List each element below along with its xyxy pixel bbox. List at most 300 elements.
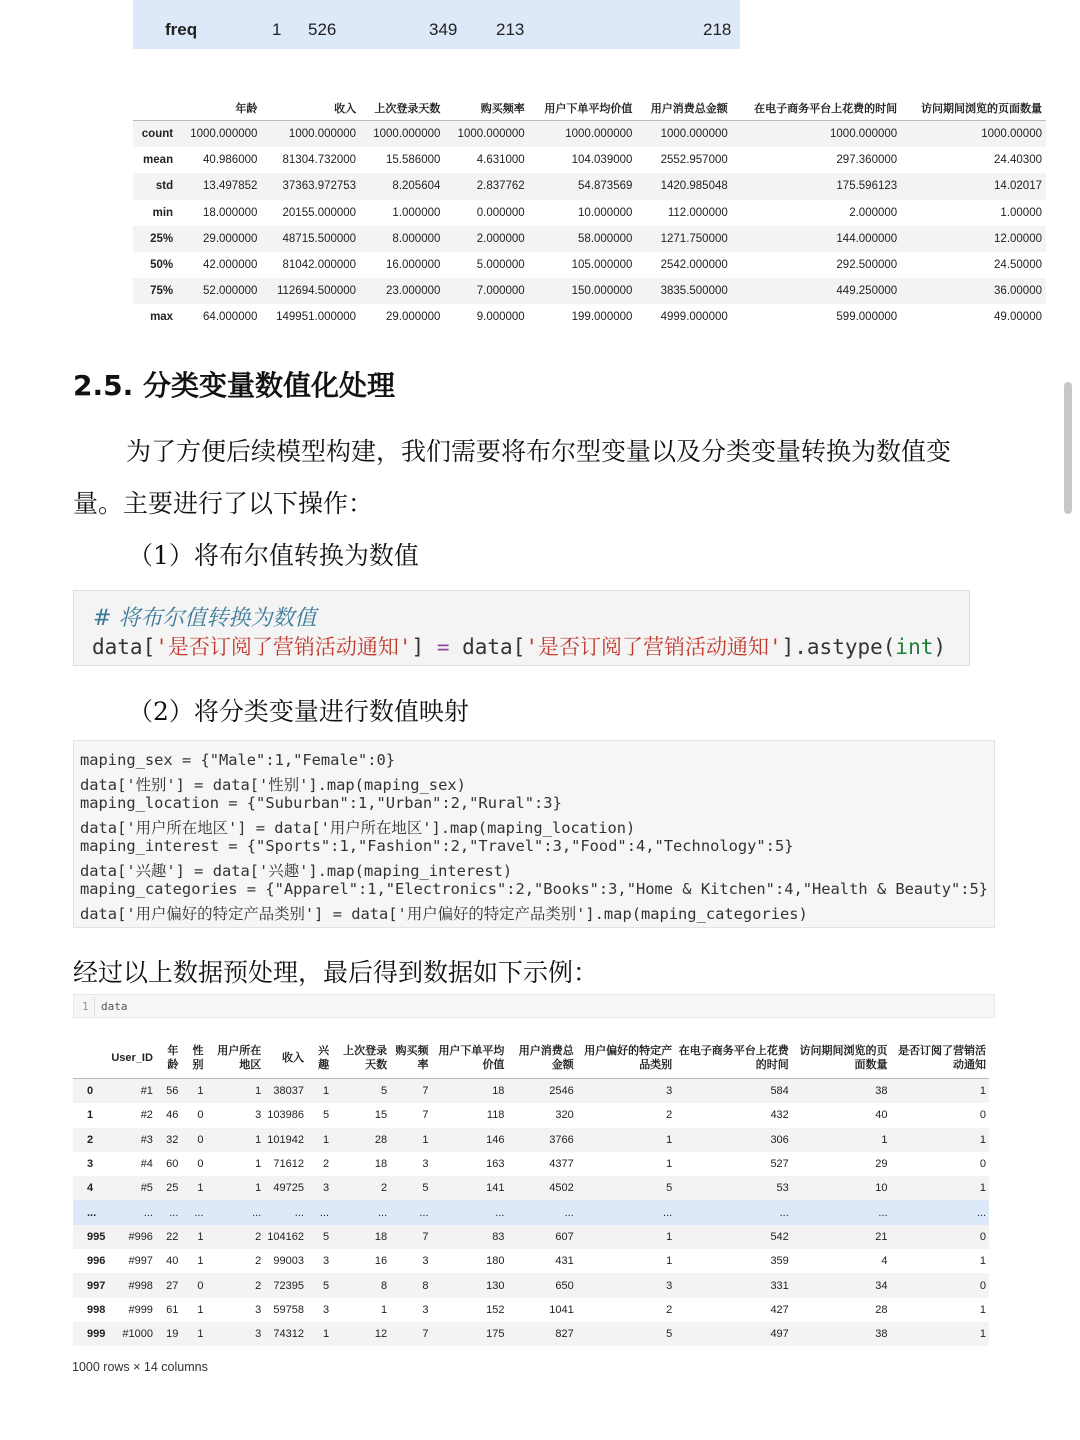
table-cell: 1000.000000 (457, 128, 525, 141)
table-cell: 599.000000 (836, 311, 898, 324)
code-line: data['用户偏好的特定产品类别'] = data['用户偏好的特定产品类别'].map(maping_categories) (80, 904, 808, 923)
table-cell: 22 (166, 1230, 179, 1243)
table-cell: 149951.000000 (276, 311, 357, 324)
freq-value: 349 (429, 20, 458, 39)
table-cell: 12 (374, 1328, 388, 1341)
row-index: 999 (87, 1328, 106, 1341)
table-cell: 146 (486, 1133, 505, 1146)
table-cell: 449.250000 (836, 285, 898, 298)
step-2-text: （2）将分类变量进行数值映射 (128, 697, 469, 726)
table-cell: 4999.000000 (660, 311, 728, 324)
table-cell: 56 (166, 1085, 179, 1098)
table-cell: 81042.000000 (282, 259, 357, 272)
table-cell: 53 (776, 1182, 789, 1195)
column-header: 用户下单平均价值 (432, 1038, 508, 1079)
row-index: 2 (87, 1133, 94, 1146)
table-cell: 59758 (273, 1303, 304, 1316)
table-cell: 1000.000000 (373, 128, 441, 141)
table-cell: 2.000000 (849, 206, 898, 219)
column-header: 用户所在地区 (207, 1038, 265, 1079)
table-cell: 8 (422, 1279, 429, 1292)
table-row (73, 1225, 989, 1249)
table-cell: 7 (422, 1085, 429, 1098)
column-header: 在电子商务平台上花费的时间 (732, 96, 901, 121)
table-cell: 2 (255, 1230, 262, 1243)
table-cell: 37363.972753 (282, 180, 357, 193)
table-cell: 1000.000000 (190, 128, 258, 141)
table-cell: 306 (770, 1133, 789, 1146)
column-header: 性别 (181, 1038, 206, 1079)
table-cell: 29.000000 (203, 232, 258, 245)
table-cell: 58.000000 (578, 232, 633, 245)
table-cell: 0 (979, 1230, 986, 1243)
table-cell: 18 (374, 1230, 388, 1243)
table-cell: 34 (875, 1279, 888, 1292)
table-cell: #996 (128, 1230, 153, 1243)
table-cell: 163 (486, 1158, 505, 1171)
table-cell: 15.586000 (386, 154, 441, 167)
table-cell: 432 (770, 1109, 789, 1122)
table-cell: 24.40300 (994, 154, 1042, 167)
table-cell: 25 (166, 1182, 179, 1195)
table-cell: 5 (322, 1109, 330, 1122)
code-line: data['用户所在地区'] = data['用户所在地区'].map(maping_location) (80, 818, 636, 837)
table-cell: 38 (875, 1085, 888, 1098)
row-index: 995 (87, 1230, 106, 1243)
table-cell: 8.000000 (392, 232, 441, 245)
table-cell: 1 (255, 1158, 262, 1171)
describe-table (133, 96, 1046, 331)
table-cell: #3 (140, 1133, 153, 1146)
table-cell: 18 (492, 1085, 505, 1098)
table-row (73, 1128, 989, 1152)
table-cell: ... (976, 1206, 986, 1219)
row-label: 50% (150, 259, 174, 272)
row-index: 998 (87, 1303, 106, 1316)
table-cell: 1000.000000 (830, 128, 898, 141)
table-cell: 5 (422, 1182, 429, 1195)
table-cell: 14.02017 (994, 180, 1042, 193)
table-cell: ... (663, 1206, 673, 1219)
table-cell: 27 (166, 1279, 179, 1292)
table-cell: 1 (979, 1303, 986, 1316)
table-cell: ... (878, 1206, 888, 1219)
table-cell: 1041 (549, 1303, 574, 1316)
table-cell: 0 (197, 1158, 204, 1171)
table-cell: 1000.000000 (565, 128, 633, 141)
table-cell: 1420.985048 (660, 180, 728, 193)
table-cell: #2 (140, 1109, 153, 1122)
table-row (133, 278, 1046, 304)
table-row (73, 1249, 989, 1273)
row-index: 3 (87, 1158, 94, 1171)
input-code: data (101, 1000, 128, 1013)
table-cell: 48715.500000 (282, 232, 357, 245)
row-index: 0 (87, 1085, 94, 1098)
table-cell: 83 (492, 1230, 505, 1243)
table-cell: 0 (979, 1109, 986, 1122)
table-cell: 36.00000 (994, 285, 1042, 298)
freq-value: 1 (272, 20, 282, 39)
table-cell: 81304.732000 (282, 154, 357, 167)
column-header: 年龄 (177, 96, 261, 121)
code-line: data['是否订阅了营销活动通知'] = data['是否订阅了营销活动通知'].astype(int) (92, 635, 947, 659)
table-cell: 827 (555, 1328, 574, 1341)
code-line: maping_sex = {"Male":1,"Female":0} (80, 751, 396, 769)
table-cell: 1 (197, 1328, 204, 1341)
row-index: 997 (87, 1279, 106, 1292)
table-cell: 7 (422, 1109, 429, 1122)
table-footnote: 1000 rows × 14 columns (72, 1360, 208, 1374)
table-cell: 141 (486, 1182, 505, 1195)
table-cell: 1 (666, 1255, 673, 1268)
table-cell: 2 (255, 1255, 262, 1268)
vertical-scrollbar[interactable] (1064, 382, 1072, 514)
table-cell: #998 (128, 1279, 153, 1292)
table-cell: ... (419, 1206, 429, 1219)
table-cell: #4 (140, 1158, 153, 1171)
table-cell: 1 (322, 1085, 330, 1098)
freq-value: 526 (308, 20, 337, 39)
table-cell: 0 (197, 1279, 204, 1292)
table-cell: 150.000000 (571, 285, 633, 298)
table-row (133, 252, 1046, 278)
table-cell: 5 (666, 1182, 673, 1195)
table-row (73, 1176, 989, 1200)
table-cell: 144.000000 (836, 232, 898, 245)
table-cell: 4377 (549, 1158, 574, 1171)
table-cell: 297.360000 (836, 154, 898, 167)
table-cell: 19 (166, 1328, 179, 1341)
column-header: 购买频率 (444, 96, 528, 121)
table-cell: ... (294, 1206, 304, 1219)
table-cell: 103986 (267, 1109, 304, 1122)
table-cell: 13.497852 (203, 180, 258, 193)
row-label: max (150, 311, 174, 324)
row-label: min (152, 206, 174, 219)
table-cell: ... (194, 1206, 204, 1219)
table-cell: 9.000000 (476, 311, 525, 324)
table-cell: 607 (555, 1230, 574, 1243)
freq-row (133, 0, 740, 49)
column-header: 用户消费总金额 (636, 96, 731, 121)
row-label: 75% (150, 285, 174, 298)
table-cell: 3 (422, 1158, 429, 1171)
result-text: 经过以上数据预处理，最后得到数据如下示例： (73, 958, 599, 987)
table-cell: 118 (486, 1109, 505, 1122)
column-header: 购买频率 (390, 1038, 431, 1079)
gutter-divider (94, 997, 95, 1015)
table-cell: 3 (666, 1085, 673, 1098)
table-cell: 1 (255, 1182, 262, 1195)
paragraph-line-1: 为了方便后续模型构建，我们需要将布尔型变量以及分类变量转换为数值变 (126, 437, 952, 466)
code-block-mapping (73, 740, 995, 928)
table-row (73, 1103, 989, 1127)
table-row (133, 147, 1046, 173)
table-cell: 1000.000000 (288, 128, 357, 141)
table-cell: 40.986000 (203, 154, 258, 167)
table-cell: 1 (197, 1303, 204, 1316)
table-cell: 32 (166, 1133, 179, 1146)
table-row (73, 1152, 989, 1176)
table-cell: 101942 (267, 1133, 304, 1146)
table-cell: 5.000000 (476, 259, 525, 272)
table-cell: 7 (422, 1230, 429, 1243)
table-cell: 28 (374, 1133, 388, 1146)
table-cell: 180 (486, 1255, 505, 1268)
table-cell: #999 (128, 1303, 153, 1316)
table-cell: 112694.500000 (276, 285, 357, 298)
table-cell: 1 (322, 1328, 330, 1341)
table-cell: 104162 (267, 1230, 304, 1243)
table-cell: 175 (486, 1328, 505, 1341)
table-cell: 527 (770, 1158, 789, 1171)
table-cell: 0 (979, 1158, 986, 1171)
table-cell: 2.000000 (476, 232, 525, 245)
table-cell: 5 (666, 1328, 673, 1341)
table-cell: 1 (666, 1133, 673, 1146)
table-row (73, 1298, 989, 1322)
column-header: User_ID (108, 1038, 156, 1079)
table-cell: 1000.000000 (660, 128, 728, 141)
freq-value: 213 (496, 20, 525, 39)
table-cell: 29 (875, 1158, 888, 1171)
line-number: 1 (82, 1000, 89, 1013)
column-header: 上次登录天数 (360, 96, 444, 121)
table-cell: 3 (322, 1182, 330, 1195)
table-cell: #5 (140, 1182, 153, 1195)
table-cell: 10 (875, 1182, 888, 1195)
table-cell: 152 (486, 1303, 505, 1316)
table-cell: 3 (322, 1303, 330, 1316)
table-cell: 104.039000 (571, 154, 633, 167)
table-cell: 542 (770, 1230, 789, 1243)
table-cell: 4 (881, 1255, 888, 1268)
step-1-text: （1）将布尔值转换为数值 (128, 541, 419, 570)
table-cell: 1 (979, 1085, 986, 1098)
table-cell: ... (495, 1206, 505, 1219)
table-cell: 46 (166, 1109, 179, 1122)
table-cell: 0 (979, 1279, 986, 1292)
row-index: ... (87, 1206, 97, 1219)
table-cell: 49.00000 (994, 311, 1042, 324)
table-cell: 2 (666, 1303, 673, 1316)
column-header (133, 96, 177, 121)
table-cell: 1 (381, 1303, 388, 1316)
table-cell: 1.00000 (1000, 206, 1042, 219)
table-cell: 431 (555, 1255, 574, 1268)
table-cell: 60 (166, 1158, 179, 1171)
table-cell: 8 (381, 1279, 388, 1292)
table-row (73, 1273, 989, 1297)
table-cell: 74312 (273, 1328, 304, 1341)
freq-value: 218 (703, 20, 732, 39)
table-cell: 0 (197, 1133, 204, 1146)
row-index: 1 (87, 1109, 94, 1122)
table-cell: 2542.000000 (660, 259, 728, 272)
table-cell: ... (143, 1206, 153, 1219)
table-cell: 54.873569 (578, 180, 633, 193)
table-cell: 199.000000 (571, 311, 633, 324)
table-cell: ... (319, 1206, 330, 1219)
row-index: 996 (87, 1255, 106, 1268)
paragraph-line-2: 量。主要进行了以下操作： (73, 489, 374, 518)
table-cell: 3 (322, 1255, 330, 1268)
column-header: 年龄 (156, 1038, 181, 1079)
table-cell: 1 (881, 1133, 888, 1146)
column-header: 用户偏好的特定产品类别 (577, 1038, 675, 1079)
table-row (133, 226, 1046, 252)
table-cell: 20155.000000 (282, 206, 357, 219)
table-cell: 38037 (273, 1085, 304, 1098)
table-cell: 1.000000 (392, 206, 441, 219)
table-cell: 49725 (273, 1182, 304, 1195)
table-cell: 3 (255, 1109, 262, 1122)
column-header: 是否订阅了营销活动通知 (891, 1038, 989, 1079)
table-cell: 1 (666, 1230, 673, 1243)
table-cell: 427 (770, 1303, 789, 1316)
table-cell: 15 (374, 1109, 388, 1122)
table-cell: 1 (422, 1133, 429, 1146)
table-cell: 2 (255, 1279, 262, 1292)
table-row (73, 1322, 989, 1346)
table-cell: 52.000000 (203, 285, 258, 298)
table-cell: 3835.500000 (660, 285, 728, 298)
row-label: 25% (150, 232, 174, 245)
code-line: data['性别'] = data['性别'].map(maping_sex) (80, 775, 466, 794)
code-line: data['兴趣'] = data['兴趣'].map(maping_interest) (80, 861, 513, 880)
row-label: count (141, 128, 174, 141)
table-row (133, 200, 1046, 226)
table-cell: 320 (555, 1109, 574, 1122)
column-header (73, 1038, 108, 1079)
table-cell: 21 (875, 1230, 888, 1243)
column-header: 收入 (261, 96, 360, 121)
table-cell: 1 (979, 1182, 986, 1195)
table-cell: 5 (322, 1230, 330, 1243)
table-cell: 3 (422, 1255, 429, 1268)
table-cell: 16 (374, 1255, 388, 1268)
table-cell: 8.205604 (392, 180, 441, 193)
column-header: 上次登录天数 (332, 1038, 390, 1079)
table-cell: ... (564, 1206, 574, 1219)
table-cell: ... (779, 1206, 789, 1219)
table-cell: 0.000000 (476, 206, 525, 219)
table-cell: 72395 (273, 1279, 304, 1292)
table-cell: 1 (979, 1133, 986, 1146)
table-cell: 2 (666, 1109, 673, 1122)
table-cell: 38 (875, 1328, 888, 1341)
table-cell: 584 (770, 1085, 789, 1098)
code-line: maping_categories = {"Apparel":1,"Electronics":2,"Books":3,"Home & Kitchen":4,"Health & Beauty":5} (80, 880, 989, 898)
table-cell: #1000 (122, 1328, 153, 1341)
row-index: 4 (87, 1182, 94, 1195)
table-cell: 40 (875, 1109, 888, 1122)
table-cell: 18.000000 (203, 206, 258, 219)
freq-label: freq (165, 20, 198, 39)
table-cell: 24.50000 (994, 259, 1042, 272)
table-row (73, 1079, 989, 1104)
code-line: maping_location = {"Suburban":1,"Urban":2,"Rural":3} (80, 794, 562, 812)
table-cell: 1 (255, 1085, 262, 1098)
table-cell: 1 (322, 1133, 330, 1146)
table-cell: 2546 (549, 1085, 574, 1098)
table-cell: 2 (381, 1182, 388, 1195)
table-cell: 3766 (549, 1133, 574, 1146)
column-header: 用户消费总金额 (507, 1038, 576, 1079)
table-cell: 1 (197, 1230, 204, 1243)
table-cell: 1 (666, 1158, 673, 1171)
table-cell: #997 (128, 1255, 153, 1268)
column-header: 访问期间浏览的页面数量 (901, 96, 1046, 121)
code-comment: # 将布尔值转换为数值 (93, 606, 317, 631)
table-cell: 3 (666, 1279, 673, 1292)
table-row (133, 304, 1046, 330)
table-cell: 16.000000 (386, 259, 441, 272)
input-cell[interactable] (73, 994, 995, 1018)
code-block-boolean (73, 590, 970, 666)
table-cell: 3 (255, 1303, 262, 1316)
table-cell: 292.500000 (836, 259, 898, 272)
table-cell: 650 (555, 1279, 574, 1292)
table-cell: 1 (255, 1133, 262, 1146)
table-cell: 7.000000 (476, 285, 525, 298)
table-cell: 71612 (273, 1158, 304, 1171)
column-header: 兴趣 (307, 1038, 332, 1079)
column-header: 在电子商务平台上花费的时间 (675, 1038, 792, 1079)
table-row (133, 173, 1046, 199)
table-cell: 3 (255, 1328, 262, 1341)
table-cell: ... (377, 1206, 388, 1219)
code-line: maping_interest = {"Sports":1,"Fashion":2,"Travel":3,"Food":4,"Technology":5} (80, 837, 794, 855)
table-cell: 4502 (549, 1182, 574, 1195)
table-cell: ... (252, 1206, 262, 1219)
row-label: mean (143, 154, 174, 167)
table-cell: 1271.750000 (660, 232, 728, 245)
column-header: 收入 (264, 1038, 307, 1079)
table-cell: 1 (979, 1255, 986, 1268)
table-cell: 105.000000 (571, 259, 633, 272)
table-cell: 112.000000 (667, 206, 728, 219)
table-cell: 3 (422, 1303, 429, 1316)
table-row (73, 1200, 989, 1224)
table-cell: 40 (166, 1255, 179, 1268)
table-cell: 10.000000 (578, 206, 633, 219)
table-cell: 331 (770, 1279, 789, 1292)
table-cell: 12.00000 (994, 232, 1042, 245)
table-cell: 42.000000 (203, 259, 258, 272)
table-cell: 29.000000 (386, 311, 441, 324)
table-cell: 130 (486, 1279, 505, 1292)
table-cell: 5 (322, 1279, 330, 1292)
table-cell: 497 (770, 1328, 789, 1341)
table-cell: 99003 (273, 1255, 304, 1268)
dataframe-table (73, 1038, 989, 1346)
table-cell: 359 (770, 1255, 789, 1268)
column-header: 访问期间浏览的页面数量 (792, 1038, 891, 1079)
table-cell: 2 (322, 1158, 330, 1171)
table-cell: 175.596123 (836, 180, 898, 193)
table-row (133, 121, 1046, 148)
table-cell: 28 (875, 1303, 888, 1316)
column-header: 用户下单平均价值 (529, 96, 637, 121)
table-cell: 64.000000 (203, 311, 258, 324)
table-cell: 1 (979, 1328, 986, 1341)
table-cell: 18 (374, 1158, 388, 1171)
table-cell: 2.837762 (476, 180, 525, 193)
table-cell: 0 (197, 1109, 204, 1122)
table-cell: 4.631000 (476, 154, 525, 167)
